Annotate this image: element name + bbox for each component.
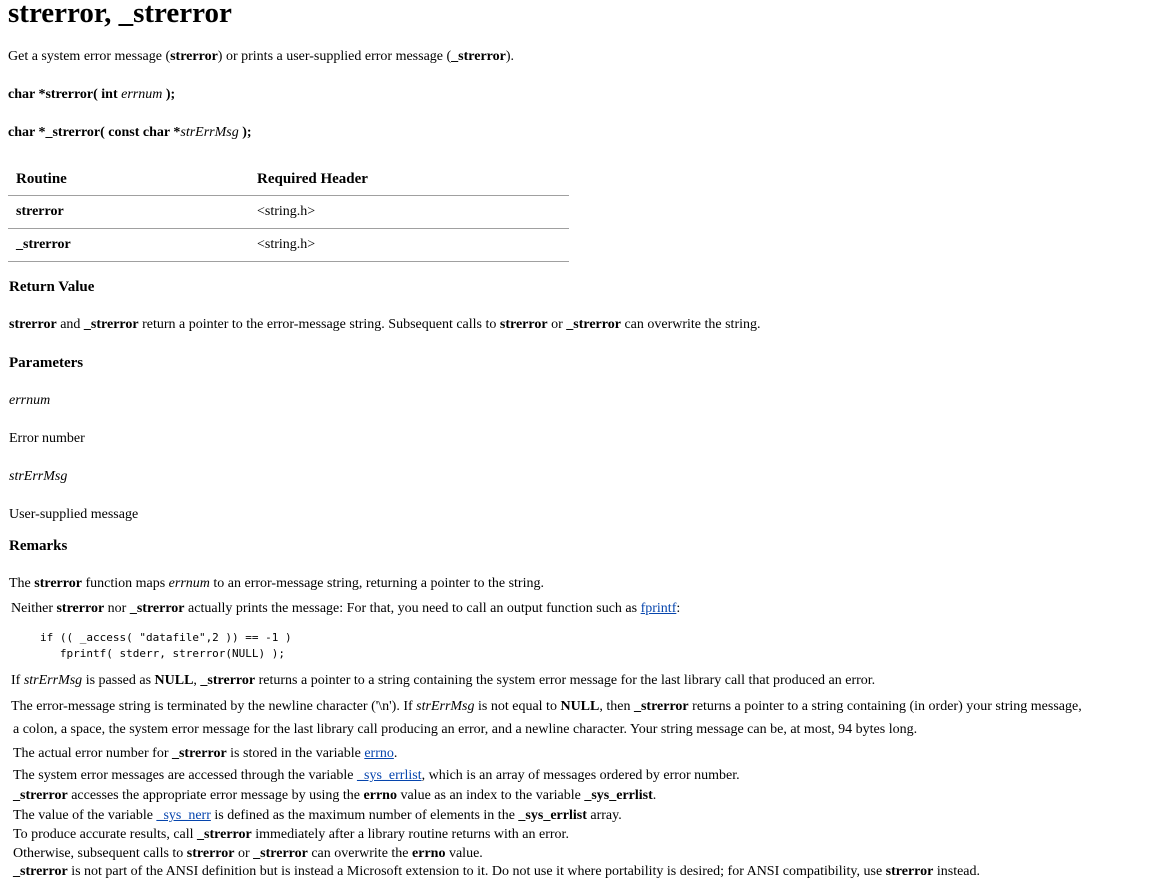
code-sample: if (( _access( "datafile",2 )) == -1 ) fprintf( stderr, strerror(NULL) ); [40,631,292,660]
remarks-line: Neither strerror nor _strerror actually prints the message: For that, you need to call an output function such as fprintf: [11,601,681,616]
param-name-errnum: errnum [9,393,51,408]
remarks-line: The system error messages are accessed through the variable _sys_errlist, which is an array of messages ordered by error number. [13,768,740,783]
signature-strerror: char *strerror( int errnum ); [8,87,176,102]
routine-cell: _strerror [16,237,71,252]
summary-text: Get a system error message (strerror) or prints a user-supplied error message (_strerror). [8,49,515,64]
remarks-line: Otherwise, subsequent calls to strerror or _strerror can overwrite the errno value. [13,846,483,861]
return-value-heading: Return Value [9,279,95,295]
remarks-line: _strerror is not part of the ANSI definition but is instead a Microsoft extension to it. Do not use it where portability is desired; for ANSI compatibility, use strerror instead. [13,864,981,879]
sys-nerr-link[interactable]: _sys_nerr [156,808,211,823]
signature-_strerror: char *_strerror( const char *strErrMsg ); [8,125,252,140]
param-desc-strerrmsg: User-supplied message [9,507,139,522]
header-cell: <string.h> [257,237,316,252]
remarks-line: The error-message string is terminated by the newline character ('\n'). If strErrMsg is not equal to NULL, then _strerror returns a pointer to a string containing (in order) your string message, [11,699,1082,714]
return-value-text: strerror and _strerror return a pointer to the error-message string. Subsequent calls to strerror or _strerror can overwrite the string. [9,317,761,332]
remarks-line: a colon, a space, the system error message for the last library call producing an error, and a newline character. Your string message can be, at most, 94 bytes long. [13,722,918,737]
errno-link[interactable]: errno [364,746,394,761]
routine-cell: strerror [16,204,64,219]
remarks-line: The strerror function maps errnum to an error-message string, returning a pointer to the string. [9,576,544,591]
param-name-strerrmsg: strErrMsg [9,469,68,484]
page-title: strerror, _strerror [8,0,232,29]
table-header-row [8,163,569,196]
remarks-line: The value of the variable _sys_nerr is defined as the maximum number of elements in the _sys_errlist array. [13,808,622,823]
sys-errlist-link[interactable]: _sys_errlist [357,768,422,783]
remarks-line: If strErrMsg is passed as NULL, _strerror returns a pointer to a string containing the system error message for the last library call that produced an error. [11,673,876,688]
column-header-required-header: Required Header [257,170,368,187]
fprintf-link[interactable]: fprintf [640,601,677,616]
table-row [8,229,569,262]
param-desc-errnum: Error number [9,431,85,446]
remarks-line: _strerror accesses the appropriate error message by using the errno value as an index to the variable _sys_errlist. [13,788,657,803]
remarks-heading: Remarks [9,538,68,554]
remarks-line: The actual error number for _strerror is stored in the variable errno. [13,746,398,761]
parameters-heading: Parameters [9,355,84,371]
header-table [8,163,569,262]
remarks-line: To produce accurate results, call _strerror immediately after a library routine returns with an error. [13,827,569,842]
header-cell: <string.h> [257,204,316,219]
table-row [8,196,569,229]
column-header-routine: Routine [16,170,67,187]
